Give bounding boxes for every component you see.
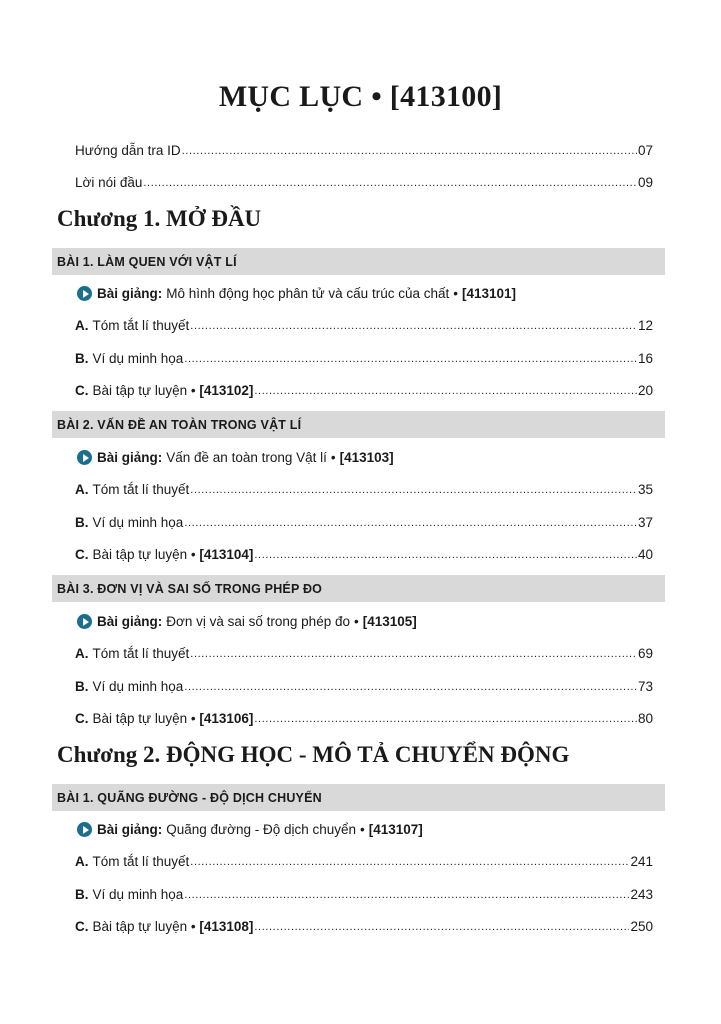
play-icon — [77, 614, 92, 629]
item-letter: B. — [75, 515, 89, 530]
play-icon — [77, 822, 92, 837]
lesson-heading: BÀI 2. VẤN ĐỀ AN TOÀN TRONG VẬT LÍ — [52, 411, 665, 438]
item-title: Tóm tắt lí thuyết — [92, 646, 190, 661]
chapter-heading: Chương 1. MỞ ĐẦU — [57, 206, 262, 231]
page-number: 07 — [637, 143, 653, 158]
lecture-label: Bài giảng: — [97, 822, 163, 837]
entry-text: Lời nói đầu — [75, 175, 143, 190]
entry-text — [75, 547, 253, 562]
dot-leader — [184, 886, 629, 901]
dot-leader — [190, 481, 637, 496]
entry-text — [75, 318, 189, 333]
toc-entry[interactable] — [75, 482, 653, 497]
toc-entry[interactable] — [75, 919, 653, 934]
dot-leader — [190, 853, 629, 868]
dot-leader — [184, 514, 637, 529]
entry-text — [75, 919, 253, 934]
item-letter: A. — [75, 854, 89, 869]
item-letter: B. — [75, 679, 89, 694]
separator: • — [360, 822, 365, 837]
play-icon — [77, 450, 92, 465]
page-number: 243 — [630, 887, 653, 902]
page-number: 250 — [630, 919, 653, 934]
item-title: Bài tập tự luyện • — [92, 711, 196, 726]
lecture-title: Vấn đề an toàn trong Vật lí — [166, 450, 327, 465]
toc-entry[interactable] — [75, 515, 653, 530]
lesson-heading: BÀI 3. ĐƠN VỊ VÀ SAI SỐ TRONG PHÉP ĐO — [52, 575, 665, 602]
page-number: 35 — [637, 482, 653, 497]
lesson-heading: BÀI 1. QUÃNG ĐƯỜNG - ĐỘ DỊCH CHUYỂN — [52, 784, 665, 811]
item-id: [413106] — [199, 711, 254, 726]
toc-entry[interactable] — [75, 318, 653, 333]
lecture-link[interactable] — [77, 286, 516, 301]
dot-leader — [190, 317, 637, 332]
entry-text — [75, 383, 253, 398]
entry-text — [75, 515, 183, 530]
page-title: MỤC LỤC • [413100] — [218, 80, 503, 113]
lecture-label: Bài giảng: — [97, 614, 163, 629]
lecture-link[interactable] — [77, 614, 417, 629]
page-number: 20 — [637, 383, 653, 398]
item-letter: C. — [75, 919, 89, 934]
item-title: Tóm tắt lí thuyết — [92, 482, 190, 497]
entry-text — [75, 679, 183, 694]
entry-text — [75, 711, 253, 726]
toc-entry[interactable] — [75, 547, 653, 562]
dot-leader — [184, 350, 637, 365]
dot-leader — [254, 918, 629, 933]
item-id: [413104] — [199, 547, 254, 562]
page-number: 37 — [637, 515, 653, 530]
toc-entry[interactable] — [75, 646, 653, 661]
page-number: 69 — [637, 646, 653, 661]
entry-text: Hướng dẫn tra ID — [75, 143, 181, 158]
entry-text — [75, 482, 189, 497]
item-title: Ví dụ minh họa — [92, 887, 184, 902]
separator: • — [353, 614, 359, 629]
lecture-id: [413101] — [461, 286, 517, 301]
dot-leader — [254, 382, 637, 397]
lecture-label: Bài giảng: — [97, 450, 163, 465]
toc-entry-id-guide[interactable] — [75, 143, 653, 158]
entry-text — [75, 887, 183, 902]
item-letter: B. — [75, 887, 89, 902]
item-letter: A. — [75, 318, 89, 333]
toc-entry[interactable] — [75, 383, 653, 398]
item-letter: C. — [75, 547, 89, 562]
item-letter: C. — [75, 383, 89, 398]
dot-leader — [254, 710, 637, 725]
separator: • — [330, 450, 336, 465]
item-title: Ví dụ minh họa — [92, 515, 184, 530]
item-title: Ví dụ minh họa — [92, 351, 184, 366]
lecture-label: Bài giảng: — [97, 286, 163, 301]
dot-leader — [143, 174, 637, 189]
lecture-link[interactable] — [77, 450, 394, 465]
item-id: [413108] — [199, 919, 254, 934]
item-letter: B. — [75, 351, 89, 366]
item-title: Bài tập tự luyện • — [92, 919, 196, 934]
page-number: 16 — [637, 351, 653, 366]
dot-leader — [182, 142, 637, 157]
lecture-id: [413107] — [368, 822, 423, 837]
item-letter: C. — [75, 711, 89, 726]
item-title: Bài tập tự luyện • — [92, 547, 196, 562]
toc-entry[interactable] — [75, 351, 653, 366]
chapter-heading: Chương 2. ĐỘNG HỌC - MÔ TẢ CHUYỂN ĐỘNG — [57, 742, 570, 767]
lecture-link[interactable] — [77, 822, 423, 837]
page-number: 241 — [630, 854, 653, 869]
dot-leader — [190, 645, 637, 660]
dot-leader — [254, 546, 637, 561]
lecture-id: [413105] — [362, 614, 417, 629]
separator: • — [453, 286, 458, 301]
item-title: Tóm tắt lí thuyết — [92, 318, 190, 333]
page-number: 09 — [637, 175, 653, 190]
lecture-title: Quãng đường - Độ dịch chuyển — [166, 822, 357, 837]
item-title: Tóm tắt lí thuyết — [92, 854, 190, 869]
entry-text — [75, 351, 183, 366]
entry-text — [75, 646, 189, 661]
dot-leader — [184, 678, 637, 693]
lesson-heading: BÀI 1. LÀM QUEN VỚI VẬT LÍ — [52, 248, 665, 275]
toc-entry[interactable] — [75, 854, 653, 869]
toc-entry[interactable] — [75, 887, 653, 902]
lecture-title: Đơn vị và sai số trong phép đo — [166, 614, 350, 629]
toc-entry[interactable] — [75, 679, 653, 694]
page-number: 40 — [637, 547, 653, 562]
item-title: Bài tập tự luyện • — [92, 383, 196, 398]
page-number: 80 — [637, 711, 653, 726]
toc-entry[interactable] — [75, 711, 653, 726]
item-letter: A. — [75, 646, 89, 661]
toc-entry-preface[interactable] — [75, 175, 653, 190]
page-number: 73 — [637, 679, 653, 694]
lecture-id: [413103] — [339, 450, 394, 465]
entry-text — [75, 854, 189, 869]
item-letter: A. — [75, 482, 89, 497]
lecture-title: Mô hình động học phân tử và cấu trúc của chất — [166, 286, 450, 301]
item-title: Ví dụ minh họa — [92, 679, 184, 694]
item-id: [413102] — [199, 383, 254, 398]
page-number: 12 — [637, 318, 653, 333]
play-icon — [77, 286, 92, 301]
